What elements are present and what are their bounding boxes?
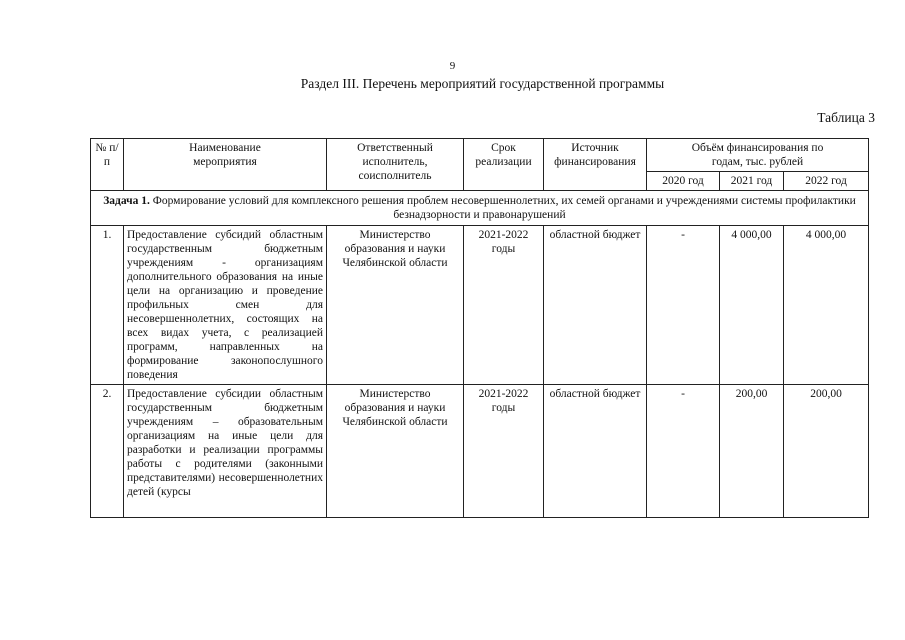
row-y2022: 200,00 [784, 385, 869, 518]
row-term: 2021-2022 годы [464, 226, 544, 385]
row-term: 2021-2022 годы [464, 385, 544, 518]
table-label: Таблица 3 [817, 110, 875, 125]
row-y2021: 4 000,00 [720, 226, 784, 385]
row-name: Предоставление субсидии областным государственным бюджетным учреждениям – образовательным организациям на иные цели для разработки и реализации программы работы с родителями (законными представителями) несовершеннолетних детей (курсы [127, 388, 323, 498]
row-name: Предоставление субсидий областным государственным бюджетным учреждениям - организациям дополнительного образования на иные цели на организацию и проведение профильных смен для несовершеннолетних, состоящих на всех видах учета, с реализацией программ, направленных на формирование законопослушного поведения [124, 226, 327, 385]
header-year-2020: 2020 год [647, 172, 720, 191]
row-source: областной бюджет [544, 385, 647, 518]
header-year-2021: 2021 год [720, 172, 784, 191]
row-name-cell [124, 385, 327, 518]
header-name: Наименование мероприятия [124, 139, 327, 191]
header-funding: Объём финансирования по годам, тыс. рублей [647, 139, 869, 172]
row-num: 2. [91, 385, 124, 518]
activities-table [90, 138, 869, 518]
task-text: Формирование условий для комплексного решения проблем несовершеннолетних, их семей органами и учреждениями системы профилактики безнадзорности и правонарушений [149, 195, 856, 221]
row-y2020: - [647, 226, 720, 385]
row-y2020: - [647, 385, 720, 518]
table-row [91, 385, 869, 518]
task-row [91, 191, 869, 226]
task-label: Задача 1. [103, 195, 150, 207]
row-source: областной бюджет [544, 226, 647, 385]
row-y2022: 4 000,00 [784, 226, 869, 385]
row-y2021: 200,00 [720, 385, 784, 518]
table-row [91, 226, 869, 385]
row-num: 1. [91, 226, 124, 385]
task-cell [91, 191, 869, 226]
row-executor: Министерство образования и науки Челябинской области [327, 385, 464, 518]
header-executor: Ответственный исполнитель, соисполнитель [327, 139, 464, 191]
header-num: № п/п [91, 139, 124, 191]
header-row [91, 139, 869, 172]
header-source: Источник финансирования [544, 139, 647, 191]
header-year-2022: 2022 год [784, 172, 869, 191]
row-executor: Министерство образования и науки Челябинской области [327, 226, 464, 385]
page-number: 9 [449, 60, 456, 72]
section-title: Раздел III. Перечень мероприятий государственной программы [300, 76, 665, 91]
header-term: Срок реализации [464, 139, 544, 191]
